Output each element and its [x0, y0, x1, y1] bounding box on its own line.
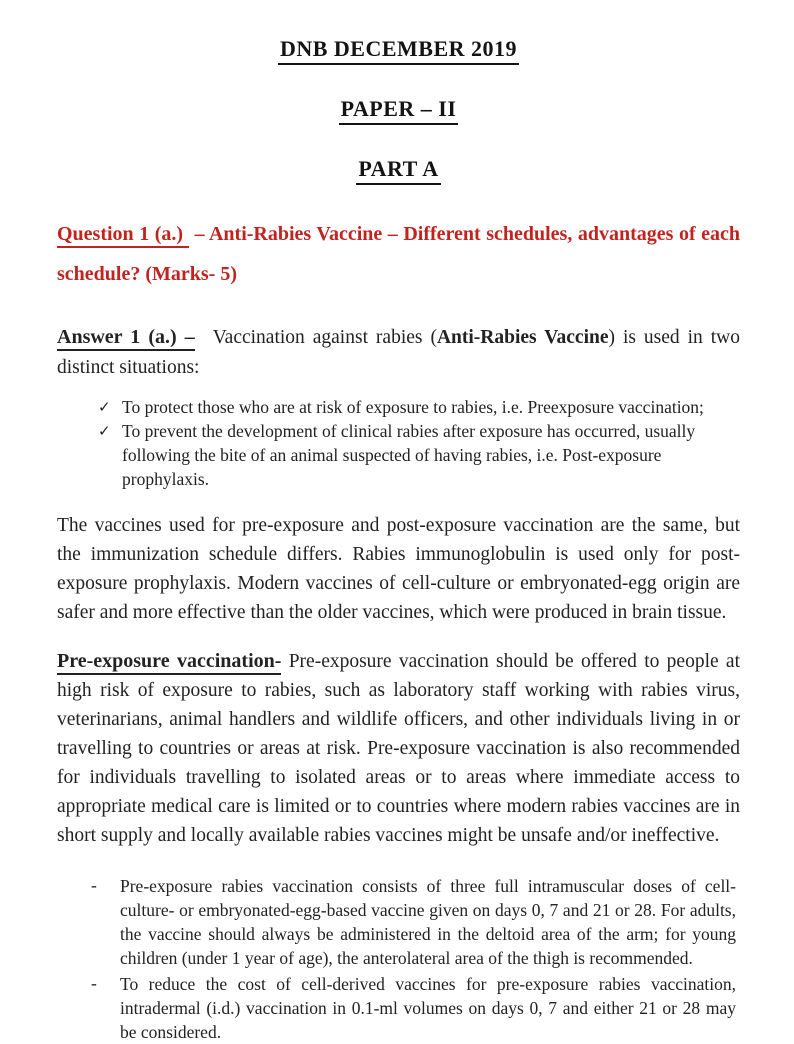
list-item: [98, 395, 736, 419]
question-heading: [57, 214, 740, 294]
dash-item-text: Pre-exposure rabies vaccination consists of three full intramuscular doses of cell-culture- or embryonated-egg-based vaccine given on days 0, 7 and 21 or 28. For adults, the vaccine should always be administered in the deltoid area of the arm; for young children (under 1 year of age), the anterolateral area of the thigh is recommended.: [120, 876, 736, 968]
check-bullet-list: [57, 395, 740, 491]
dash-icon: -: [91, 875, 97, 895]
checkmark-icon: ✓: [98, 398, 111, 416]
doc-paper-heading: [57, 96, 740, 122]
doc-part-text: PART A: [356, 156, 440, 185]
paragraph-vaccines-same: The vaccines used for pre-exposure and post-exposure vaccination are the same, but the immunization schedule differs. Rabies immunoglobulin is used only for post-exposure prophylaxis. Modern vaccines of cell-culture or embryonated-egg origin are safer and more effective than the older vaccines, which were produced in brain tissue.: [57, 515, 740, 623]
answer-label: Answer 1 (a.) –: [57, 326, 195, 351]
doc-paper-text: PAPER – II: [339, 96, 459, 125]
question-text: – Anti-Rabies Vaccine – Different schedules, advantages of each schedule? (Marks- 5): [57, 223, 741, 285]
dash-bullet-list: [57, 874, 740, 1044]
checkmark-icon: ✓: [98, 422, 111, 440]
doc-part-heading: [57, 156, 740, 182]
answer-intro-text-post: ) is used in two distinct situations:: [57, 327, 740, 378]
list-item: [91, 972, 736, 1044]
dash-item-text: To reduce the cost of cell-derived vaccines for pre-exposure rabies vaccination, intradermal (i.d.) vaccination in 0.1-ml volumes on days 0, 7 and either 21 or 28 may be considered.: [120, 974, 736, 1042]
answer-intro-text-pre: Vaccination against rabies (: [212, 327, 437, 348]
list-item: [98, 419, 736, 491]
dash-icon: -: [91, 973, 97, 993]
check-item-text: To prevent the development of clinical rabies after exposure has occurred, usually following the bite of an animal suspected of having rabies, i.e. Post-exposure prophylaxis.: [122, 421, 696, 489]
doc-title: [57, 36, 740, 62]
answer-intro: [57, 322, 740, 383]
answer-intro-bold: Anti-Rabies Vaccine: [436, 327, 609, 348]
check-item-text: To protect those who are at risk of exposure to rabies, i.e. Preexposure vaccination;: [122, 397, 704, 417]
pre-exposure-label: Pre-exposure vaccination-: [57, 650, 281, 675]
pre-exposure-text: Pre-exposure vaccination should be offered to people at high risk of exposure to rabies, such as laboratory staff working with rabies virus, veterinarians, animal handlers and wildlife officers, and other individuals living in or travelling to countries or areas at risk. Pre-exposure vaccination is also recommended for individuals travelling to isolated areas or to areas where immediate access to appropriate medical care is limited or to countries where modern rabies vaccines are in short supply and locally available rabies vaccines might be unsafe and/or ineffective.: [57, 651, 740, 846]
doc-title-text: DNB DECEMBER 2019: [278, 36, 519, 65]
paragraph-pre-exposure: [57, 647, 740, 850]
list-item: [91, 874, 736, 970]
question-label: Question 1 (a.): [57, 223, 189, 248]
